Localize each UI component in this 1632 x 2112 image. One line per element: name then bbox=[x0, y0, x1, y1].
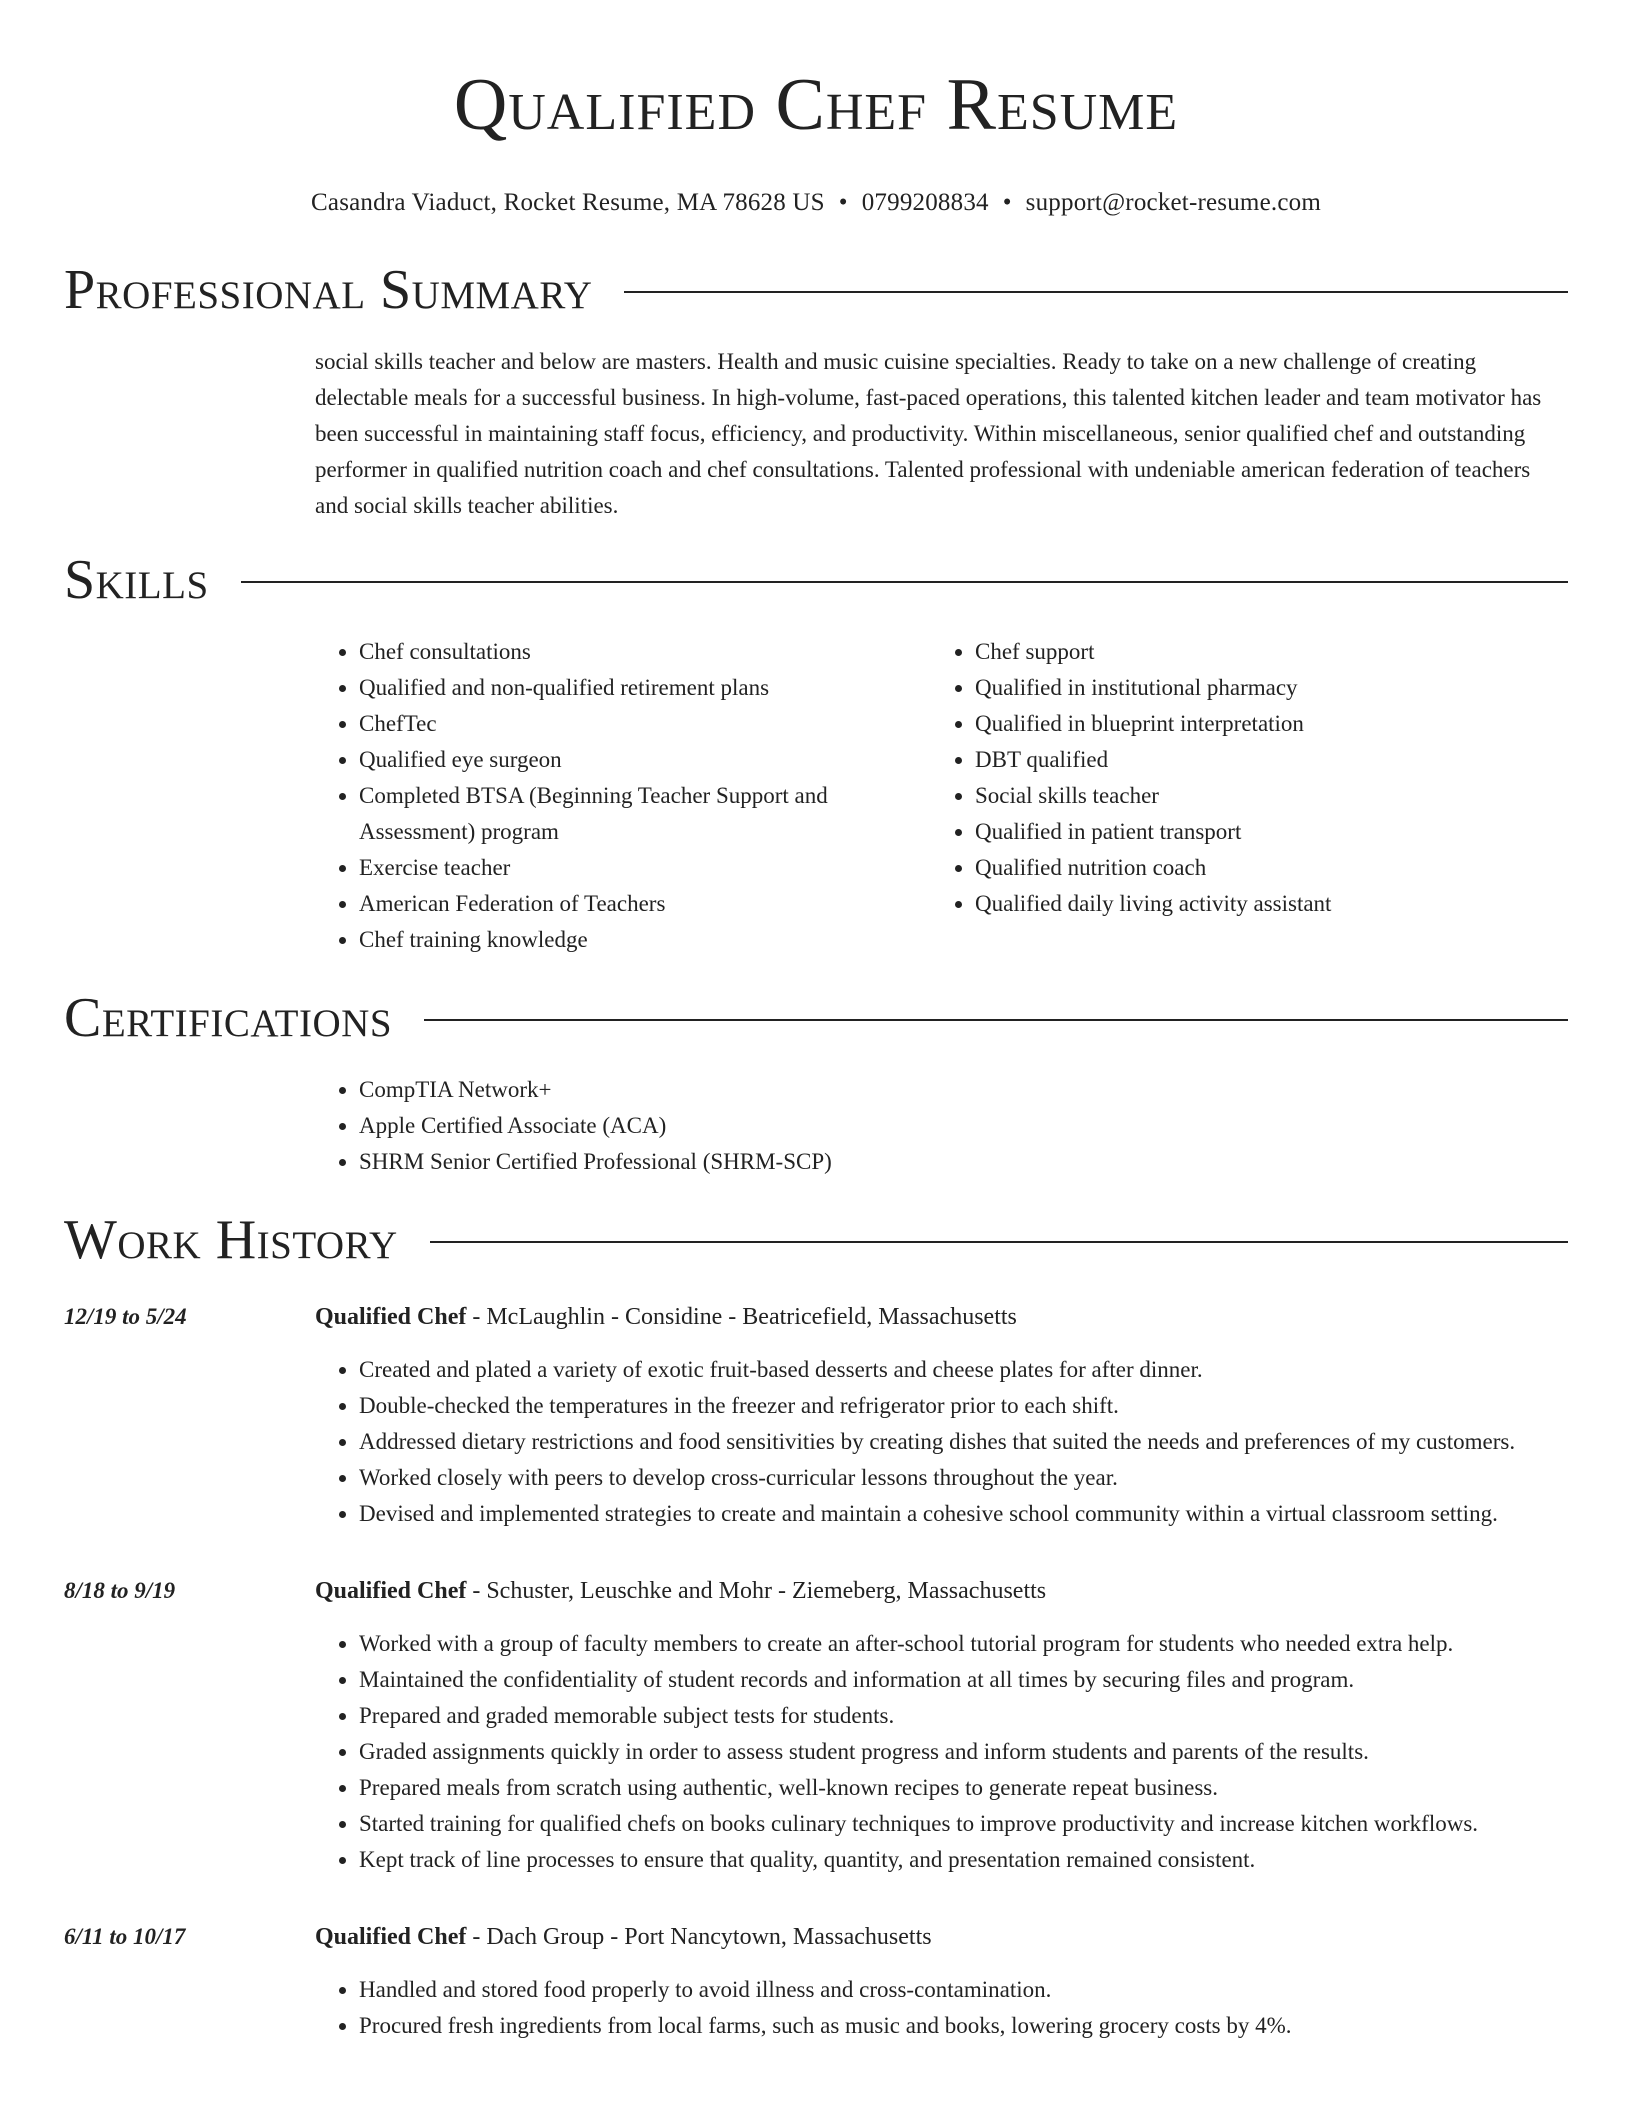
skills-list-right bbox=[931, 634, 1568, 922]
job-employer-location: - Dach Group - Port Nancytown, Massachusetts bbox=[466, 1924, 932, 1950]
summary-section-header bbox=[64, 258, 1568, 322]
skill-item: • Qualified nutrition coach bbox=[975, 850, 1568, 886]
job-duty-item: • Devised and implemented strategies to create and maintain a cohesive school community within a virtual classroom setting. bbox=[359, 1496, 1568, 1532]
job-duty-item: • Graded assignments quickly in order to assess student progress and inform students and parents of the results. bbox=[359, 1734, 1568, 1770]
skills-column-right bbox=[931, 634, 1568, 958]
skills-list-left bbox=[315, 634, 931, 958]
certifications-list bbox=[315, 1072, 1568, 1180]
certification-item: • Apple Certified Associate (ACA) bbox=[359, 1108, 1568, 1144]
skill-item: • ChefTec bbox=[359, 706, 931, 742]
certification-item: • CompTIA Network+ bbox=[359, 1072, 1568, 1108]
certifications-block bbox=[315, 1072, 1568, 1180]
section-divider bbox=[424, 1019, 1568, 1021]
skill-item: • Social skills teacher bbox=[975, 778, 1568, 814]
section-divider bbox=[241, 581, 1568, 583]
job-title: Qualified Chef bbox=[315, 1924, 467, 1950]
job-body bbox=[315, 1920, 1568, 2044]
contact-separator: • bbox=[838, 189, 848, 216]
skills-heading: Skills bbox=[64, 549, 209, 611]
summary-text: social skills teacher and below are masters. Health and music cuisine specialties. Ready to take on a new challenge of creating delectable meals for a successful business. In high-volume, fast-paced operations, this talented kitchen leader and team motivator has been successful in maintaining staff focus, efficiency, and productivity. Within miscellaneous, senior qualified chef and outstanding performer in qualified nutrition coach and chef consultations. Talented professional with undeniable american federation of teachers and social skills teacher abilities. bbox=[315, 349, 1542, 518]
skill-item: • Chef training knowledge bbox=[359, 922, 931, 958]
job-entry bbox=[64, 1300, 1568, 1532]
skill-item: • Qualified in institutional pharmacy bbox=[975, 670, 1568, 706]
contact-line bbox=[64, 186, 1568, 220]
job-dates: 8/18 to 9/19 bbox=[64, 1578, 176, 1603]
skill-item: • Qualified daily living activity assistant bbox=[975, 886, 1568, 922]
job-body bbox=[315, 1574, 1568, 1878]
certification-item: • SHRM Senior Certified Professional (SHRM-SCP) bbox=[359, 1144, 1568, 1180]
job-role-line bbox=[315, 1574, 1568, 1608]
job-employer-location: - McLaughlin - Considine - Beatricefield, Massachusetts bbox=[466, 1304, 1017, 1330]
job-entry bbox=[64, 1574, 1568, 1878]
resume-title: Qualified Chef Resume bbox=[453, 64, 1179, 146]
section-divider bbox=[624, 291, 1568, 293]
job-duty-item: • Addressed dietary restrictions and food sensitivities by creating dishes that suited the needs and preferences of my customers. bbox=[359, 1424, 1568, 1460]
job-title: Qualified Chef bbox=[315, 1578, 467, 1604]
job-body bbox=[315, 1300, 1568, 1532]
job-dates: 12/19 to 5/24 bbox=[64, 1304, 187, 1329]
job-duty-item: • Started training for qualified chefs on books culinary techniques to improve productivity and increase kitchen workflows. bbox=[359, 1806, 1568, 1842]
contact-separator: • bbox=[1002, 189, 1012, 216]
job-duty-item: • Prepared and graded memorable subject tests for students. bbox=[359, 1698, 1568, 1734]
job-title: Qualified Chef bbox=[315, 1304, 467, 1330]
work-heading: Work History bbox=[64, 1209, 398, 1271]
summary-heading: Professional Summary bbox=[64, 259, 593, 321]
contact-address: Casandra Viaduct, Rocket Resume, MA 78628 US bbox=[311, 189, 825, 216]
job-role-line bbox=[315, 1920, 1568, 1954]
skill-item: • American Federation of Teachers bbox=[359, 886, 931, 922]
job-duty-item: • Handled and stored food properly to avoid illness and cross-contamination. bbox=[359, 1972, 1568, 2008]
skill-item: • Chef consultations bbox=[359, 634, 931, 670]
job-dates: 6/11 to 10/17 bbox=[64, 1924, 186, 1949]
job-duty-item: • Worked closely with peers to develop cross-curricular lessons throughout the year. bbox=[359, 1460, 1568, 1496]
job-duty-item: • Procured fresh ingredients from local farms, such as music and books, lowering grocery costs by 4%. bbox=[359, 2008, 1568, 2044]
skill-item: • Qualified and non-qualified retirement plans bbox=[359, 670, 931, 706]
job-duty-item: • Kept track of line processes to ensure that quality, quantity, and presentation remained consistent. bbox=[359, 1842, 1568, 1878]
job-duty-item: • Created and plated a variety of exotic fruit-based desserts and cheese plates for after dinner. bbox=[359, 1352, 1568, 1388]
skill-item: • Completed BTSA (Beginning Teacher Support and Assessment) program bbox=[359, 778, 931, 850]
contact-email: support@rocket-resume.com bbox=[1025, 189, 1321, 216]
work-history-list bbox=[64, 1300, 1568, 2044]
job-duty-item: • Prepared meals from scratch using authentic, well-known recipes to generate repeat business. bbox=[359, 1770, 1568, 1806]
skills-column-left bbox=[315, 634, 931, 958]
job-duty-item: • Worked with a group of faculty members to create an after-school tutorial program for students who needed extra help. bbox=[359, 1626, 1568, 1662]
work-section-header bbox=[64, 1208, 1568, 1272]
certifications-section-header bbox=[64, 986, 1568, 1050]
skill-item: • Exercise teacher bbox=[359, 850, 931, 886]
job-duty-item: • Maintained the confidentiality of student records and information at all times by securing files and program. bbox=[359, 1662, 1568, 1698]
job-duties-list bbox=[315, 1626, 1568, 1878]
skill-item: • DBT qualified bbox=[975, 742, 1568, 778]
skills-grid bbox=[315, 634, 1568, 958]
job-role-line bbox=[315, 1300, 1568, 1334]
contact-phone: 0799208834 bbox=[861, 189, 989, 216]
job-employer-location: - Schuster, Leuschke and Mohr - Ziemeberg, Massachusetts bbox=[466, 1578, 1047, 1604]
job-duties-list bbox=[315, 1972, 1568, 2044]
skills-section-header bbox=[64, 548, 1568, 612]
certifications-heading: Certifications bbox=[64, 987, 393, 1049]
skill-item: • Chef support bbox=[975, 634, 1568, 670]
skill-item: • Qualified in blueprint interpretation bbox=[975, 706, 1568, 742]
skill-item: • Qualified eye surgeon bbox=[359, 742, 931, 778]
skill-item: • Qualified in patient transport bbox=[975, 814, 1568, 850]
job-duty-item: • Double-checked the temperatures in the freezer and refrigerator prior to each shift. bbox=[359, 1388, 1568, 1424]
job-entry bbox=[64, 1920, 1568, 2044]
job-duties-list bbox=[315, 1352, 1568, 1532]
section-divider bbox=[430, 1241, 1568, 1243]
